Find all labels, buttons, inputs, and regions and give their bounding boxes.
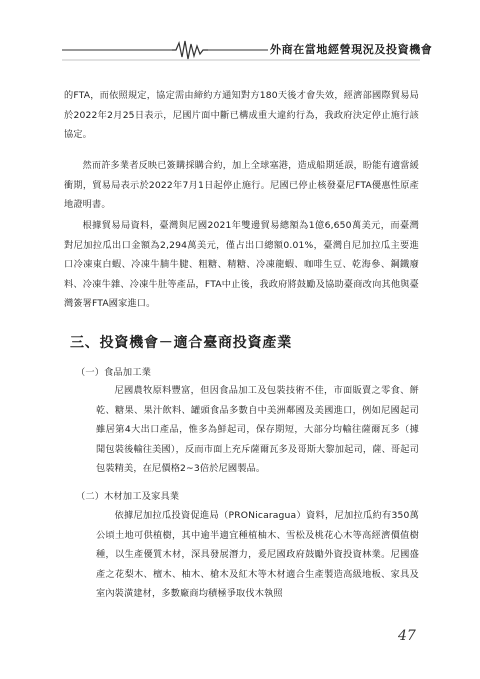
paragraph-trade-statistics: 根據貿易局資料，臺灣與尼國2021年雙邊貿易總額為1億6,650萬美元，而臺灣對尼加拉瓜出口金額為2,294萬美元，僅占出口總額0.01%，臺灣自尼加拉瓜主要進口冷凍東白蝦、冷凍牛腩牛腱、粗糖、精糖、冷凍龍蝦、咖啡生豆、乾海參、鋼鐵廢料、冷凍牛雜、冷凍牛肚等產品，FTA中止後，我政府將鼓勵及協助臺商改向其他與臺灣簽署FTA國家進口。 (64, 220, 419, 310)
subsection-body-food-processing: 尼國農牧原料豐富，但因食品加工及包裝技術不佳，市面販賣之零食、餅乾、糖果、果汁飲料、罐頭食品多數自中美洲鄰國及美國進口，例如尼國起司雖居第4大出口產品，惟多為鮮起司，保存期短，大部分均輸往薩爾瓦多（據聞包裝後輸往美國），反而市面上充斥薩爾瓦多及哥斯大黎加起司，薩、哥起司包裝精美，在尼價格2~3倍於尼國製品。 (96, 385, 419, 475)
subsection-heading-food-processing: （一）食品加工業 (76, 367, 152, 378)
subsection-heading-wood-furniture: （二）木材加工及家具業 (76, 491, 180, 502)
subsection-body-wood-furniture: 依據尼加拉瓜投資促進局（PRONicaragua）資料，尼加拉瓜約有350萬公頃土地可供植樹，其中逾半適宜種植柚木、雪松及桃花心木等高經濟價值樹種，以生產優質木材，深具發展潛力，爰尼國政府鼓勵外資投資林業。尼國盛產之花梨木、檀木、柚木、槍木及紅木等木材適合生產製造高級地板、家具及室內裝潢建材，多數廠商均積極爭取伐木執照 (96, 510, 419, 600)
paragraph-fta-termination: 的FTA，而依照規定，協定需由締約方通知對方180天後才會失效，經濟部國際貿易局於2022年2月25日表示，尼國片面中斷已構成重大違約行為，我政府決定停止施行該協定。 (64, 90, 419, 141)
page-number: 47 (398, 628, 416, 644)
running-header (0, 38, 480, 62)
paragraph-buffer-period: 然而許多業者反映已簽購採購合約，加上全球塞港，造成船期延誤，盼能有適當緩衝期，貿易局表示於2022年7月1日起停止施行。尼國已停止核發臺尼FTA優惠性原產地證明書。 (64, 160, 419, 211)
header-title: 外商在當地經營現況及投資機會 (270, 43, 433, 56)
section-heading-investment-opportunities: 三、投資機會－適合臺商投資產業 (70, 335, 292, 351)
